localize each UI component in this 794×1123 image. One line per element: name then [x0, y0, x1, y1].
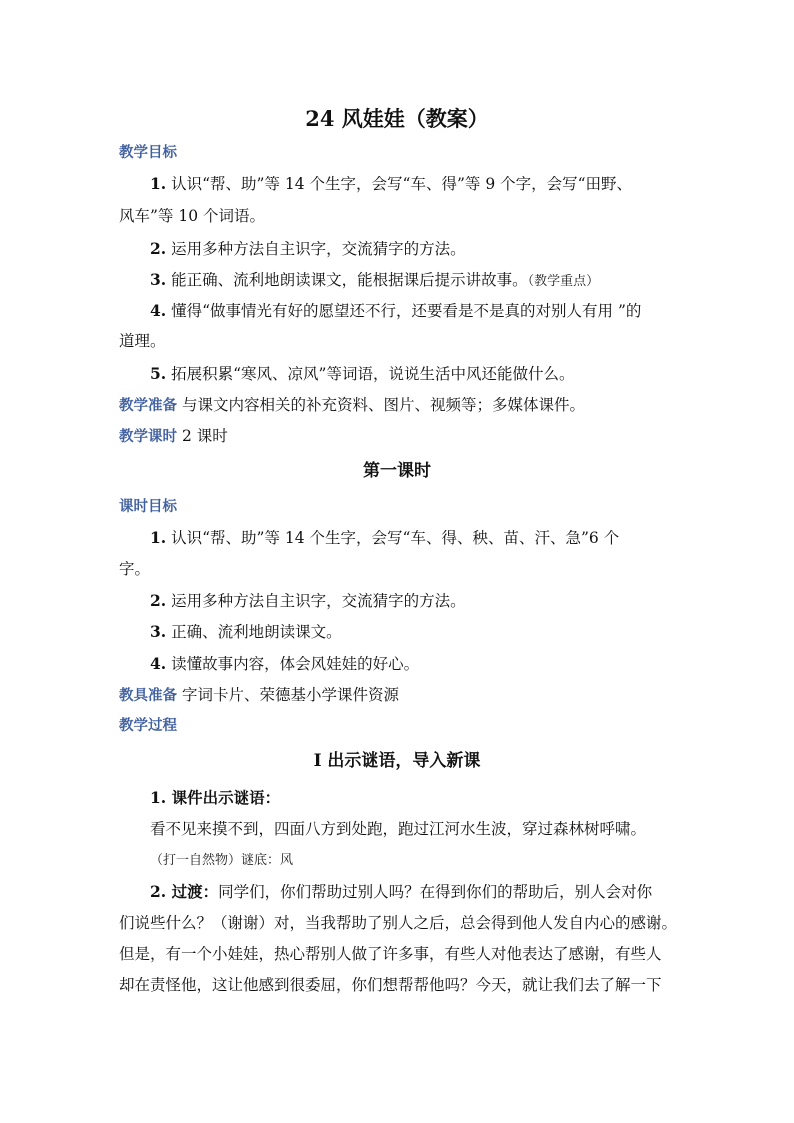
step-1-label: 1. 课件出示谜语：: [150, 788, 281, 807]
goals-heading: 教学目标: [119, 145, 177, 161]
goal-1-cont: 风车”等 10 个词语。: [119, 207, 266, 225]
step-2-label: 2. 过渡：: [150, 882, 219, 901]
hours-row: [119, 426, 228, 447]
prep-heading: 教学准备: [119, 398, 177, 414]
section-1-title: Ⅰ 出示谜语，导入新课: [313, 751, 481, 771]
goal-1: 1. 认识“帮、助”等 14 个生字，会写“车、得”等 9 个字，会写“田野、: [150, 174, 633, 193]
lesson-1-title: 第一课时: [363, 461, 431, 481]
lesson-goals-heading: 课时目标: [119, 499, 177, 515]
hours-heading: 教学课时: [119, 429, 177, 445]
goal-4-cont: 道理。: [119, 332, 166, 350]
goal-3: 3. 能正确、流利地朗读课文，能根据课后提示讲故事。（教学重点）: [150, 270, 600, 289]
step-2-line-2: 们说些什么？（谢谢）对，当我帮助了别人之后，总会得到他人发自内心的感谢。: [119, 914, 678, 932]
lesson-goal-1-cont: 字。: [119, 560, 151, 578]
goal-5: 5. 拓展积累“寒风、凉风”等词语，说说生活中风还能做什么。: [150, 364, 575, 383]
riddle-text: 看不见来摸不到，四面八方到处跑，跑过江河水生波，穿过森林树呼啸。: [150, 820, 647, 838]
riddle-answer: （打一自然物）谜底：风: [150, 853, 294, 868]
hours-text: 2 课时: [181, 427, 228, 445]
key-point-note: （教学重点）: [527, 274, 600, 289]
prep-text: 与课文内容相关的补充资料、图片、视频等；多媒体课件。: [181, 396, 585, 414]
tools-heading: 教具准备: [119, 688, 177, 704]
prep-row: [119, 395, 585, 416]
tools-row: [119, 685, 399, 706]
lesson-goal-1: 1. 认识“帮、助”等 14 个生字，会写“车、得、秧、苗、汗、急”6 个: [150, 528, 620, 547]
step-2-line-3: 但是，有一个小娃娃，热心帮别人做了许多事，有些人对他表达了感谢，有些人: [119, 945, 662, 963]
page-title: 24 风娃娃（教案）: [305, 106, 489, 131]
lesson-goal-2: 2. 运用多种方法自主识字，交流猜字的方法。: [150, 591, 466, 610]
step-2-line-4: 却在责怪他，这让他感到很委屈，你们想帮帮他吗？今天，就让我们去了解一下: [119, 976, 662, 994]
step-2-line-1: 2. 过渡：同学们，你们帮助过别人吗？在得到你们的帮助后，别人会对你: [150, 882, 653, 901]
goal-4: 4. 懂得“做事情光有好的愿望还不行，还要看是不是真的对别人有用 ”的: [150, 301, 642, 320]
goal-2: 2. 运用多种方法自主识字，交流猜字的方法。: [150, 239, 466, 258]
process-heading: 教学过程: [119, 718, 177, 734]
lesson-goal-4: 4. 读懂故事内容，体会风娃娃的好心。: [150, 654, 420, 673]
tools-text: 字词卡片、荣德基小学课件资源: [181, 686, 399, 704]
lesson-goal-3: 3. 正确、流利地朗读课文。: [150, 622, 342, 641]
